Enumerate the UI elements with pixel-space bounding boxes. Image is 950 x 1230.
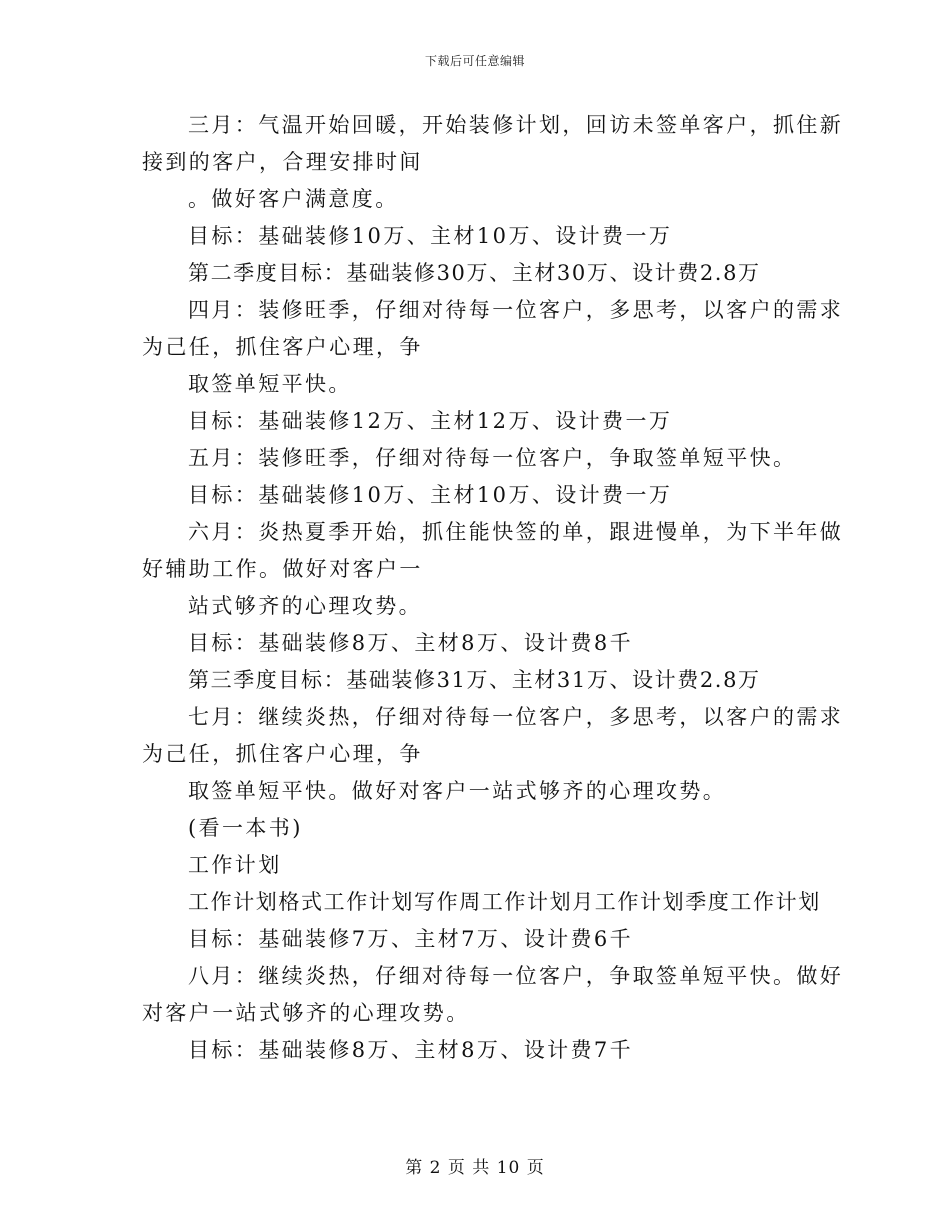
paragraph-line: 好辅助工作。做好对客户一 xyxy=(142,557,423,581)
paragraph-line: 四月：装修旺季，仔细对待每一位客户，多思考，以客户的需求 xyxy=(188,298,844,322)
paragraph-line: 第三季度目标：基础装修31万、主材31万、设计费2.8万 xyxy=(188,668,761,692)
paragraph-line: (看一本书) xyxy=(188,816,303,840)
paragraph-line: 第二季度目标：基础装修30万、主材30万、设计费2.8万 xyxy=(188,261,761,285)
paragraph-line: 对客户一站式够齐的心理攻势。 xyxy=(142,1001,470,1025)
paragraph-line: 目标：基础装修7万、主材7万、设计费6千 xyxy=(188,927,634,951)
paragraph-line: 工作计划格式工作计划写作周工作计划月工作计划季度工作计划 xyxy=(188,890,821,914)
paragraph-line: 目标：基础装修8万、主材8万、设计费7千 xyxy=(188,1038,634,1062)
page-header: 下载后可任意编辑 xyxy=(424,54,525,68)
page-footer: 第 2 页 共 10 页 xyxy=(405,1158,545,1178)
paragraph-line: 六月：炎热夏季开始，抓住能快签的单，跟进慢单，为下半年做 xyxy=(188,520,844,544)
paragraph-line: 为己任，抓住客户心理，争 xyxy=(142,742,423,766)
document-body xyxy=(142,107,844,1069)
paragraph-line: 。做好客户满意度。 xyxy=(188,187,399,211)
paragraph-line: 取签单短平快。 xyxy=(188,372,352,396)
paragraph-line: 五月：装修旺季，仔细对待每一位客户，争取签单短平快。 xyxy=(188,446,797,470)
paragraph-line: 三月：气温开始回暖，开始装修计划，回访未签单客户，抓住新 xyxy=(188,113,844,137)
paragraph-line: 接到的客户，合理安排时间 xyxy=(142,150,423,174)
paragraph-line: 目标：基础装修12万、主材12万、设计费一万 xyxy=(188,409,673,433)
paragraph-line: 为己任，抓住客户心理，争 xyxy=(142,335,423,359)
paragraph-line: 工作计划 xyxy=(188,853,282,877)
paragraph-line: 七月：继续炎热，仔细对待每一位客户，多思考，以客户的需求 xyxy=(188,705,844,729)
paragraph-line: 目标：基础装修10万、主材10万、设计费一万 xyxy=(188,224,673,248)
paragraph-line: 目标：基础装修10万、主材10万、设计费一万 xyxy=(188,483,673,507)
paragraph-line: 站式够齐的心理攻势。 xyxy=(188,594,422,618)
paragraph-line: 目标：基础装修8万、主材8万、设计费8千 xyxy=(188,631,634,655)
paragraph-line: 八月：继续炎热，仔细对待每一位客户，争取签单短平快。做好 xyxy=(188,964,844,988)
paragraph-line: 取签单短平快。做好对客户一站式够齐的心理攻势。 xyxy=(188,779,727,803)
